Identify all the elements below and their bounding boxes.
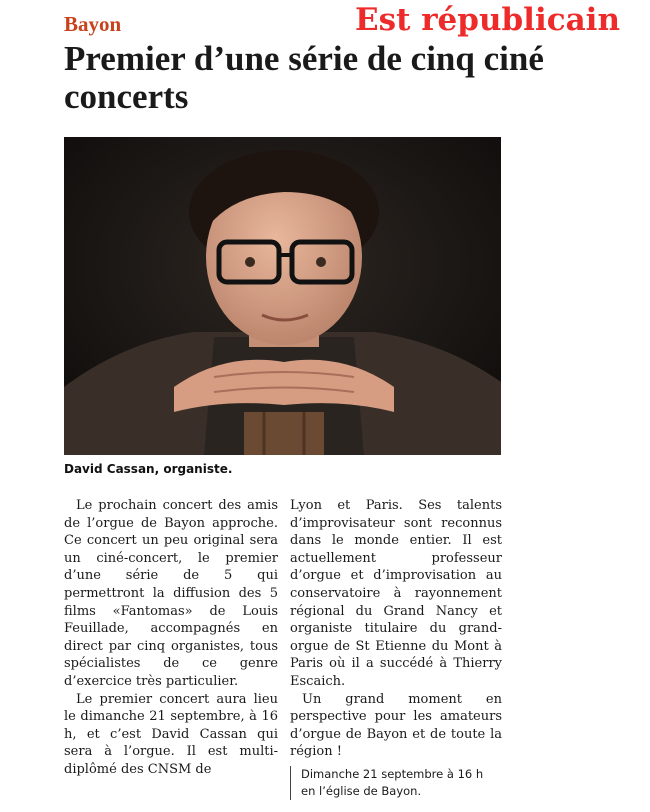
article-paragraph: Lyon et Paris. Ses talents d’improvisateur sont reconnus dans le monde entier. Il est actuellement professeur d’orgue et d’improvisation au conservatoire à rayonnement régional du Grand Nancy et organiste titulaire du grand-orgue de St Etienne du Mont à Paris où il a succédé à Thierry Escaich. [290,498,502,689]
event-info-box [290,766,483,800]
portrait-photo [64,137,501,455]
photo-caption: David Cassan, organiste. [64,462,233,476]
article-column-2 [290,497,502,761]
section-label: Bayon [64,12,122,36]
article-headline: Premier d’une série de cinq ciné concerts [64,39,544,116]
article-paragraph: Le prochain concert des amis de l’orgue de Bayon approche. Ce concert un peu original sera un ciné-concert, le premier d’une série de 5 qui permettront la diffusion des 5 films «Fantomas» de Louis Feuillade, accompagnés en direct par cinq organistes, tous spécialistes de ce genre d’exercice très particulier. [64,498,278,689]
article-paragraph: Le premier concert aura lieu le dimanche 21 septembre, à 16 h, et c’est David Cassan qui sera à l’orgue. Il est multi-diplômé des CNSM de [64,691,278,777]
portrait-illustration [64,137,501,455]
newspaper-logo: Est républicain [355,2,620,38]
article-column-1 [64,497,278,779]
event-date: Dimanche 21 septembre à 16 h [301,767,484,781]
event-location: en l’église de Bayon. [301,784,422,798]
article-paragraph: Un grand moment en perspective pour les amateurs d’orgue de Bayon et de toute la région ! [290,691,502,760]
